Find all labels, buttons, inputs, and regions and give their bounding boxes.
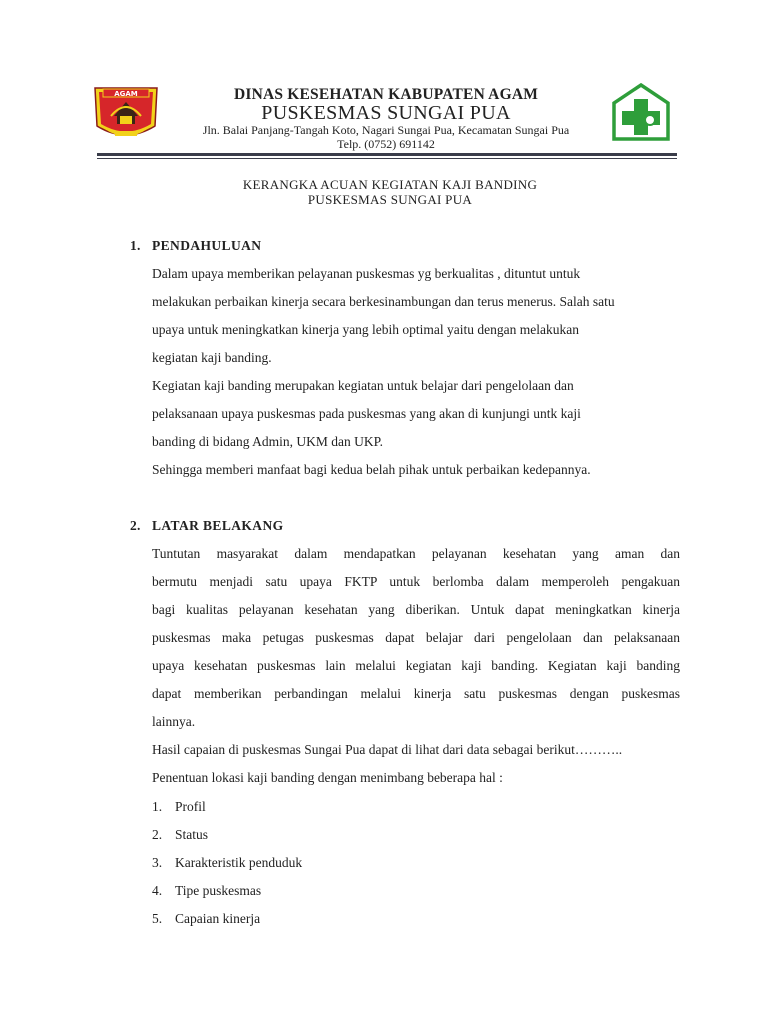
list-item-number: 2. (152, 827, 163, 842)
phone: Telp. (0752) 691142 (337, 137, 435, 151)
list-item-number: 3. (152, 855, 163, 870)
doc-title-line-1: KERANGKA ACUAN KEGIATAN KAJI BANDING (242, 177, 538, 192)
section-1-line: Sehingga memberi manfaat bagi kedua belah pihak untuk perbaikan kedepannya. (152, 462, 591, 477)
list-item: Karakteristik penduduk (175, 855, 303, 870)
letterhead-rule (97, 153, 677, 156)
section-2-line: dapat memberikan perbandingan melalui kinerja satu puskesmas dengan puskesmas (152, 686, 680, 701)
section-2-line: upaya kesehatan puskesmas lain melalui kegiatan kaji banding. Kegiatan kaji banding (152, 658, 680, 673)
section-1-line: kegiatan kaji banding. (152, 350, 272, 365)
section-2-line: lainnya. (152, 714, 196, 729)
section-1-line: banding di bidang Admin, UKM dan UKP. (152, 434, 383, 449)
address: Jln. Balai Panjang-Tangah Koto, Nagari Sungai Pua, Kecamatan Sungai Pua (202, 123, 570, 137)
puskesmas-name: PUSKESMAS SUNGAI PUA (261, 102, 511, 124)
agency-name: DINAS KESEHATAN KABUPATEN AGAM (233, 86, 539, 103)
section-1-line: pelaksanaan upaya puskesmas pada puskesmas yang akan di kunjungi untk kaji (152, 406, 581, 421)
section-2-line: Hasil capaian di puskesmas Sungai Pua dapat di lihat dari data sebagai berikut……….. (152, 742, 623, 757)
list-item-number: 4. (152, 883, 163, 898)
logo-lettering: AGAM (114, 90, 138, 98)
list-item: Profil (175, 799, 206, 814)
list-item-number: 1. (152, 799, 163, 814)
section-2-line: bermutu menjadi satu upaya FKTP untuk berlomba dalam memperoleh pengakuan (152, 574, 680, 589)
section-1-line: melakukan perbaikan kinerja secara berkesinambungan dan terus menerus. Salah satu (152, 294, 615, 309)
section-2-line: bagi kualitas pelayanan kesehatan yang diberikan. Untuk dapat meningkatkan kinerja (152, 602, 680, 617)
section-1-heading: PENDAHULUAN (152, 238, 262, 253)
kabupaten-agam-logo (93, 86, 159, 144)
list-item: Capaian kinerja (175, 911, 261, 926)
section-2-heading: LATAR BELAKANG (152, 518, 284, 533)
list-item: Status (175, 827, 209, 842)
letterhead-rule-thin (97, 158, 677, 159)
section-1-line: Dalam upaya memberikan pelayanan puskesmas yg berkualitas , dituntut untuk (152, 266, 581, 281)
section-2-line: puskesmas maka petugas puskesmas dapat belajar dari pengelolaan dan pelaksanaan (152, 630, 680, 645)
section-1-line: Kegiatan kaji banding merupakan kegiatan untuk belajar dari pengelolaan dan (152, 378, 574, 393)
section-2-line: Penentuan lokasi kaji banding dengan menimbang beberapa hal : (152, 770, 503, 785)
section-2-number: 2. (130, 518, 141, 533)
section-1-line: upaya untuk meningkatkan kinerja yang lebih optimal yaitu dengan melakukan (152, 322, 580, 337)
doc-title-line-2: PUSKESMAS SUNGAI PUA (307, 192, 473, 207)
puskesmas-cross-logo (610, 83, 672, 145)
section-1-number: 1. (130, 238, 141, 253)
list-item-number: 5. (152, 911, 163, 926)
list-item: Tipe puskesmas (175, 883, 262, 898)
section-2-line: Tuntutan masyarakat dalam mendapatkan pelayanan kesehatan yang aman dan (152, 546, 680, 561)
